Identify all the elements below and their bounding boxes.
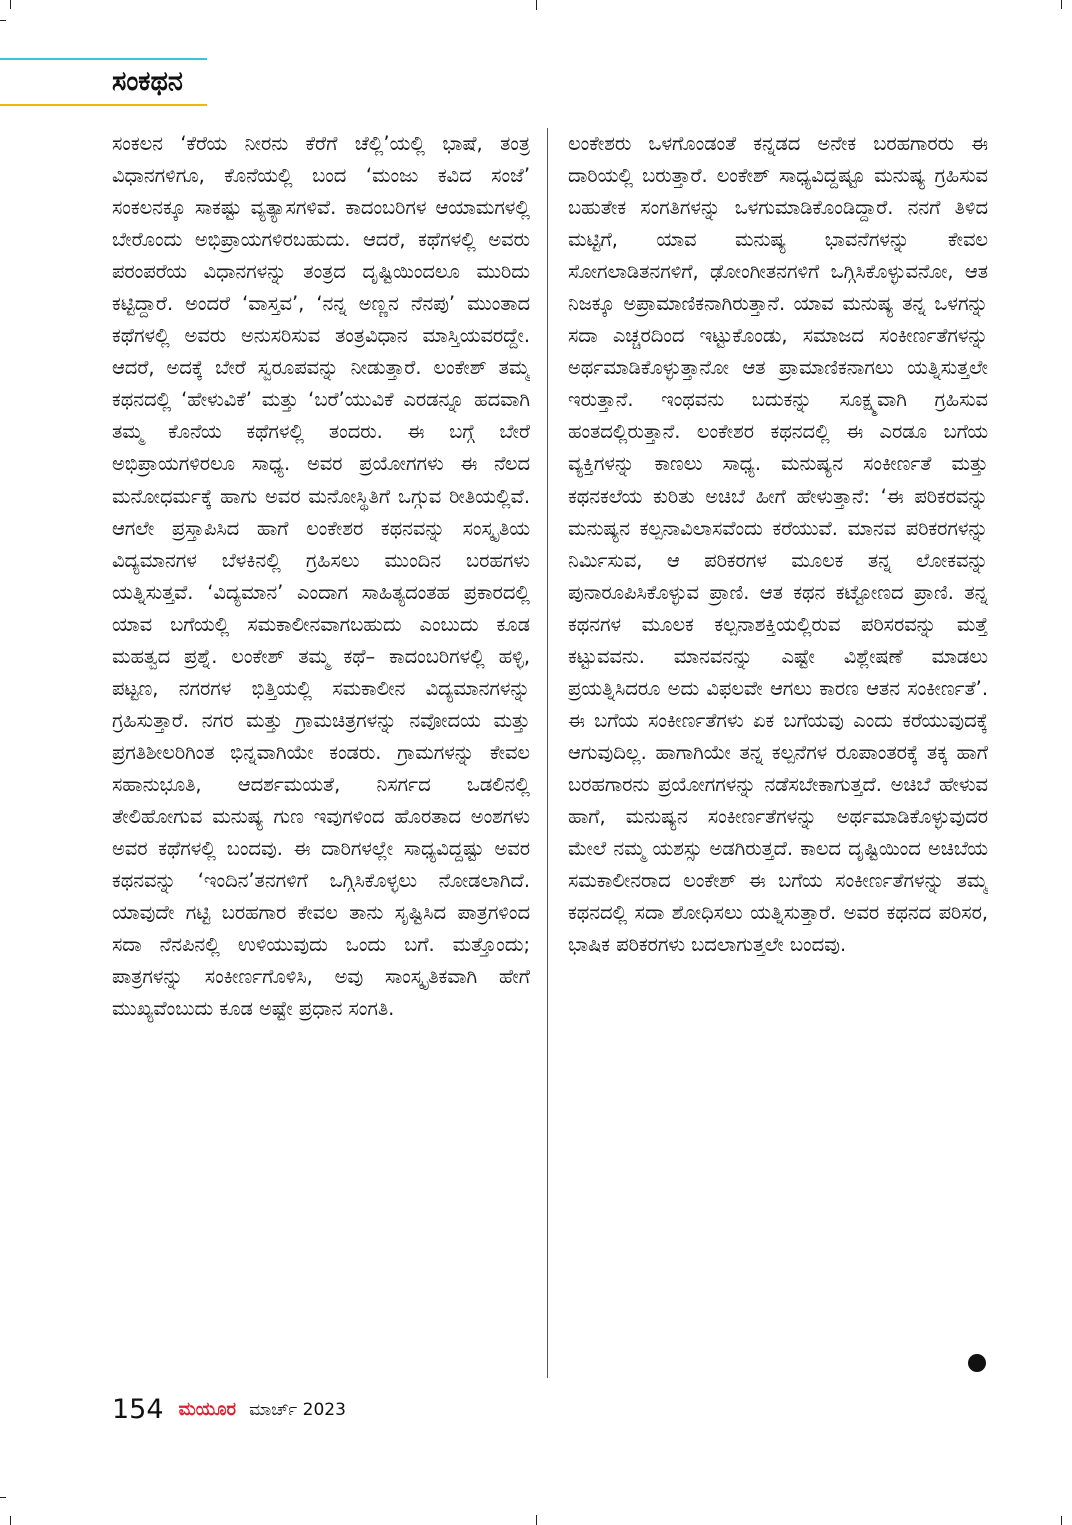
- page-number: 154: [112, 1394, 164, 1425]
- crop-mark-top-right: [1061, 0, 1062, 9]
- article-column-left: ಸಂಕಲನ ‘ಕೆರೆಯ ನೀರನು ಕೆರೆಗೆ ಚೆಲ್ಲಿ’ಯಲ್ಲಿ ಭಾಷೆ, ತಂತ್ರ ವಿಧಾನಗಳಿಗೂ, ಕೊನೆಯಲ್ಲಿ ಬಂದ ‘ಮಂಜು ಕವಿದ ಸಂಜೆ’ ಸಂಕಲನಕ್ಕೂ ಸಾಕಷ್ಟು ವ್ಯತ್ಯಾಸಗಳಿವೆ. ಕಾದಂಬರಿಗಳ ಆಯಾಮಗಳಲ್ಲಿ ಬೇರೊಂದು ಅಭಿಪ್ರಾಯಗಳಿರಬಹುದು. ಆದರೆ, ಕಥೆಗಳಲ್ಲಿ ಅವರು ಪರಂಪರೆಯ ವಿಧಾನಗಳನ್ನು ತಂತ್ರದ ದೃಷ್ಟಿಯಿಂದಲೂ ಮುರಿದು ಕಟ್ಟಿದ್ದಾರೆ. ಅಂದರೆ ‘ವಾಸ್ತವ’, ‘ನನ್ನ ಅಣ್ಣನ ನೆನಪು’ ಮುಂತಾದ ಕಥೆಗಳಲ್ಲಿ ಅವರು ಅನುಸರಿಸುವ ತಂತ್ರವಿಧಾನ ಮಾಸ್ತಿಯವರದ್ದೇ. ಆದರೆ, ಅದಕ್ಕೆ ಬೇರೆ ಸ್ವರೂಪವನ್ನು ನೀಡುತ್ತಾರೆ. ಲಂಕೇಶ್ ತಮ್ಮ ಕಥನದಲ್ಲಿ ‘ಹೇಳುವಿಕೆ’ ಮತ್ತು ‘ಬರೆ’ಯುವಿಕೆ ಎರಡನ್ನೂ ಹದವಾಗಿ ತಮ್ಮ ಕೊನೆಯ ಕಥೆಗಳಲ್ಲಿ ತಂದರು. ಈ ಬಗ್ಗೆ ಬೇರೆ ಅಭಿಪ್ರಾಯಗಳಿರಲೂ ಸಾಧ್ಯ. ಅವರ ಪ್ರಯೋಗಗಳು ಈ ನೆಲದ ಮನೋಧರ್ಮಕ್ಕೆ ಹಾಗು ಅವರ ಮನೋಸ್ಥಿತಿಗೆ ಒಗ್ಗುವ ರೀತಿಯಲ್ಲಿವೆ. ಆಗಲೇ ಪ್ರಸ್ತಾಪಿಸಿದ ಹಾಗೆ ಲಂಕೇಶರ ಕಥನವನ್ನು ಸಂಸ್ಕೃತಿಯ ವಿದ್ಯಮಾನಗಳ ಬೆಳಕಿನಲ್ಲಿ ಗ್ರಹಿಸಲು ಮುಂದಿನ ಬರಹಗಳು ಯತ್ನಿಸುತ್ತವೆ. ‘ವಿದ್ಯಮಾನ’ ಎಂದಾಗ ಸಾಹಿತ್ಯದಂತಹ ಪ್ರಕಾರದಲ್ಲಿ ಯಾವ ಬಗೆಯಲ್ಲಿ ಸಮಕಾಲೀನವಾಗಬಹುದು ಎಂಬುದು ಕೂಡ ಮಹತ್ವದ ಪ್ರಶ್ನೆ. ಲಂಕೇಶ್ ತಮ್ಮ ಕಥೆ– ಕಾದಂಬರಿಗಳಲ್ಲಿ ಹಳ್ಳಿ, ಪಟ್ಟಣ, ನಗರಗಳ ಭಿತ್ತಿಯಲ್ಲಿ ಸಮಕಾಲೀನ ವಿದ್ಯಮಾನಗಳನ್ನು ಗ್ರಹಿಸುತ್ತಾರೆ. ನಗರ ಮತ್ತು ಗ್ರಾಮಚಿತ್ರಗಳನ್ನು ನವೋದಯ ಮತ್ತು ಪ್ರಗತಿಶೀಲರಿಗಿಂತ ಭಿನ್ನವಾಗಿಯೇ ಕಂಡರು. ಗ್ರಾಮಗಳನ್ನು ಕೇವಲ ಸಹಾನುಭೂತಿ, ಆದರ್ಶಮಯತೆ, ನಿಸರ್ಗದ ಒಡಲಿನಲ್ಲಿ ತೇಲಿಹೋಗುವ ಮನುಷ್ಯ ಗುಣ ಇವುಗಳಿಂದ ಹೊರತಾದ ಅಂಶಗಳು ಅವರ ಕಥೆಗಳಲ್ಲಿ ಬಂದವು. ಈ ದಾರಿಗಳಲ್ಲೇ ಸಾಧ್ಯವಿದ್ದಷ್ಟು ಅವರ ಕಥನವನ್ನು ‘ಇಂದಿನ’ತನಗಳಿಗೆ ಒಗ್ಗಿಸಿಕೊಳ್ಳಲು ನೋಡಲಾಗಿದೆ. ಯಾವುದೇ ಗಟ್ಟಿ ಬರಹಗಾರ ಕೇವಲ ತಾನು ಸೃಷ್ಟಿಸಿದ ಪಾತ್ರಗಳಿಂದ ಸದಾ ನೆನಪಿನಲ್ಲಿ ಉಳಿಯುವುದು ಒಂದು ಬಗೆ. ಮತ್ತೊಂದು; ಪಾತ್ರಗಳನ್ನು ಸಂಕೀರ್ಣಗೊಳಿಸಿ, ಅವು ಸಾಂಸ್ಕೃತಿಕವಾಗಿ ಹೇಗೆ ಮುಖ್ಯವೆಂಬುದು ಕೂಡ ಅಷ್ಟೇ ಪ್ರಧಾನ ಸಂಗತಿ.: [112, 132, 530, 1021]
- magazine-logo: ಮಯೂರ: [178, 1399, 237, 1420]
- page-footer: [112, 1394, 346, 1425]
- article-column-right: ಲಂಕೇಶರು ಒಳಗೊಂಡಂತೆ ಕನ್ನಡದ ಅನೇಕ ಬರಹಗಾರರು ಈ ದಾರಿಯಲ್ಲಿ ಬರುತ್ತಾರೆ. ಲಂಕೇಶ್ ಸಾಧ್ಯವಿದ್ದಷ್ಟೂ ಮನುಷ್ಯ ಗ್ರಹಿಸುವ ಬಹುತೇಕ ಸಂಗತಿಗಳನ್ನು ಒಳಗುಮಾಡಿಕೊಂಡಿದ್ದಾರೆ. ನನಗೆ ತಿಳಿದ ಮಟ್ಟಿಗೆ, ಯಾವ ಮನುಷ್ಯ ಭಾವನೆಗಳನ್ನು ಕೇವಲ ಸೋಗಲಾಡಿತನಗಳಿಗೆ, ಢೋಂಗೀತನಗಳಿಗೆ ಒಗ್ಗಿಸಿಕೊಳ್ಳುವನೋ, ಆತ ನಿಜಕ್ಕೂ ಅಪ್ರಾಮಾಣಿಕನಾಗಿರುತ್ತಾನೆ. ಯಾವ ಮನುಷ್ಯ ತನ್ನ ಒಳಗನ್ನು ಸದಾ ಎಚ್ಚರದಿಂದ ಇಟ್ಟುಕೊಂಡು, ಸಮಾಜದ ಸಂಕೀರ್ಣತೆಗಳನ್ನು ಅರ್ಥಮಾಡಿಕೊಳ್ಳುತ್ತಾನೋ ಆತ ಪ್ರಾಮಾಣಿಕನಾಗಲು ಯತ್ನಿಸುತ್ತಲೇ ಇರುತ್ತಾನೆ. ಇಂಥವನು ಬದುಕನ್ನು ಸೂಕ್ಷ್ಮವಾಗಿ ಗ್ರಹಿಸುವ ಹಂತದಲ್ಲಿರುತ್ತಾನೆ. ಲಂಕೇಶರ ಕಥನದಲ್ಲಿ ಈ ಎರಡೂ ಬಗೆಯ ವ್ಯಕ್ತಿಗಳನ್ನು ಕಾಣಲು ಸಾಧ್ಯ. ಮನುಷ್ಯನ ಸಂಕೀರ್ಣತೆ ಮತ್ತು ಕಥನಕಲೆಯ ಕುರಿತು ಅಚಿಬೆ ಹೀಗೆ ಹೇಳುತ್ತಾನೆ: ‘ಈ ಪರಿಕರವನ್ನು ಮನುಷ್ಯನ ಕಲ್ಪನಾವಿಲಾಸವೆಂದು ಕರೆಯುವೆ. ಮಾನವ ಪರಿಕರಗಳನ್ನು ನಿರ್ಮಿಸುವ, ಆ ಪರಿಕರಗಳ ಮೂಲಕ ತನ್ನ ಲೋಕವನ್ನು ಪುನಾರೂಪಿಸಿಕೊಳ್ಳುವ ಪ್ರಾಣಿ. ಆತ ಕಥನ ಕಟ್ಟೋಣದ ಪ್ರಾಣಿ. ತನ್ನ ಕಥನಗಳ ಮೂಲಕ ಕಲ್ಪನಾಶಕ್ತಿಯಲ್ಲಿರುವ ಪರಿಸರವನ್ನು ಮತ್ತೆ ಕಟ್ಟುವವನು. ಮಾನವನನ್ನು ಎಷ್ಟೇ ವಿಶ್ಲೇಷಣೆ ಮಾಡಲು ಪ್ರಯತ್ನಿಸಿದರೂ ಅದು ವಿಫಲವೇ ಆಗಲು ಕಾರಣ ಆತನ ಸಂಕೀರ್ಣತೆ’. ಈ ಬಗೆಯ ಸಂಕೀರ್ಣತೆಗಳು ಏಕ ಬಗೆಯವು ಎಂದು ಕರೆಯುವುದಕ್ಕೆ ಆಗುವುದಿಲ್ಲ. ಹಾಗಾಗಿಯೇ ತನ್ನ ಕಲ್ಪನೆಗಳ ರೂಪಾಂತರಕ್ಕೆ ತಕ್ಕ ಹಾಗೆ ಬರಹಗಾರನು ಪ್ರಯೋಗಗಳನ್ನು ನಡೆಸಬೇಕಾಗುತ್ತದೆ. ಅಚಿಬೆ ಹೇಳುವ ಹಾಗೆ, ಮನುಷ್ಯನ ಸಂಕೀರ್ಣತೆಗಳನ್ನು ಅರ್ಥಮಾಡಿಕೊಳ್ಳುವುದರ ಮೇಲೆ ನಮ್ಮ ಯಶಸ್ಸು ಅಡಗಿರುತ್ತದೆ. ಕಾಲದ ದೃಷ್ಟಿಯಿಂದ ಅಚಿಬೆಯ ಸಮಕಾಲೀನರಾದ ಲಂಕೇಶ್ ಈ ಬಗೆಯ ಸಂಕೀರ್ಣತೆಗಳನ್ನು ತಮ್ಮ ಕಥನದಲ್ಲಿ ಸದಾ ಶೋಧಿಸಲು ಯತ್ನಿಸುತ್ತಾರೆ. ಅವರ ಕಥನದ ಪರಿಸರ, ಭಾಷಿಕ ಪರಿಕರಗಳು ಬದಲಾಗುತ್ತಲೇ ಬಂದವು.: [568, 132, 988, 957]
- end-of-article-dot: [968, 1354, 986, 1372]
- issue-date: ಮಾರ್ಚ್ 2023: [249, 1399, 346, 1420]
- crop-mark-bottom-center: [536, 1515, 537, 1525]
- column-divider: [547, 128, 548, 1378]
- crop-mark-top-center: [536, 0, 537, 10]
- crop-mark-bottom-left-h: [0, 1497, 6, 1498]
- section-title: ಸಂಕಥನ: [112, 66, 183, 97]
- crop-mark-bottom-left: [10, 1516, 11, 1525]
- crop-mark-bottom-right: [1061, 1516, 1062, 1525]
- header-top-rule: [0, 58, 207, 60]
- header-bottom-rule: [0, 104, 207, 106]
- crop-mark-top-left: [10, 0, 11, 9]
- crop-mark-top-left-h: [0, 20, 6, 21]
- section-header: [0, 58, 210, 108]
